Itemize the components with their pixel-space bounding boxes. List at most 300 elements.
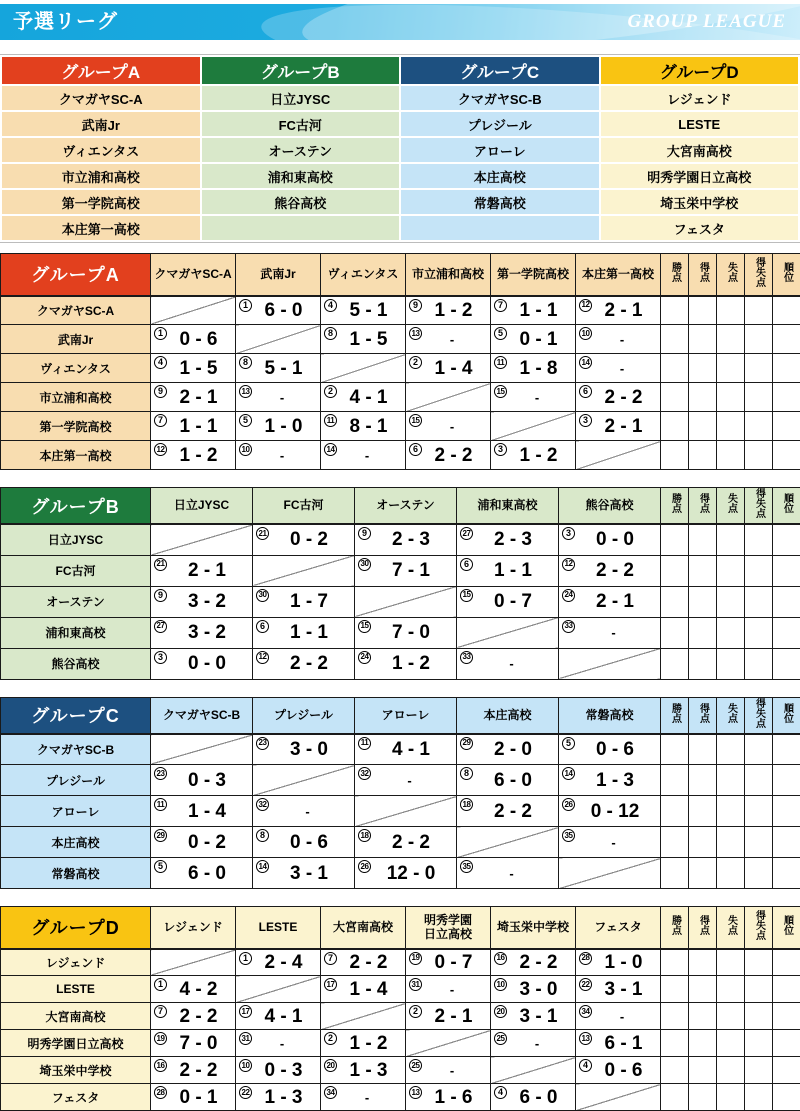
stats-header-label: 得失点: [754, 910, 764, 940]
score-text: -: [236, 449, 320, 462]
score-cell: [559, 827, 661, 858]
match-number-badge: 1: [154, 327, 167, 340]
league-table-A: [0, 253, 800, 470]
score-cell: [236, 412, 321, 441]
league-table-C: [0, 697, 800, 890]
score-text: 2 - 1: [151, 388, 235, 407]
stat-cell: [689, 648, 717, 679]
score-text: 4 - 1: [321, 388, 405, 407]
stat-cell: [661, 1003, 689, 1030]
match-number-badge: 16: [494, 952, 507, 965]
stat-cell: [717, 1057, 745, 1084]
score-cell: [236, 383, 321, 412]
score-text: 3 - 0: [253, 740, 354, 759]
match-number-badge: 6: [256, 620, 269, 633]
score-cell: [355, 827, 457, 858]
matrix-team-name: 大宮南高校: [1, 1003, 151, 1030]
matrix-team-name: FC古河: [1, 555, 151, 586]
matrix-team-name: 市立浦和高校: [1, 383, 151, 412]
score-cell: [457, 765, 559, 796]
score-text: 0 - 3: [151, 771, 252, 790]
match-number-badge: 12: [256, 651, 269, 664]
stats-header: [745, 488, 773, 525]
stats-header-label: 得点: [698, 262, 708, 282]
self-match-cell: [321, 354, 406, 383]
score-cell: [491, 1003, 576, 1030]
stats-header: [661, 907, 689, 949]
score-cell: [559, 734, 661, 765]
score-cell: [151, 648, 253, 679]
score-text: 1 - 3: [321, 1061, 405, 1080]
score-cell: [406, 949, 491, 976]
match-number-badge: 22: [239, 1086, 252, 1099]
score-text: 1 - 0: [236, 417, 320, 436]
self-match-cell: [457, 617, 559, 648]
score-text: 2 - 1: [151, 561, 252, 580]
score-cell: [151, 976, 236, 1003]
stat-cell: [689, 827, 717, 858]
stat-cell: [773, 827, 800, 858]
score-cell: [491, 976, 576, 1003]
matrix-row: [1, 325, 800, 354]
score-cell: [559, 617, 661, 648]
stat-cell: [773, 586, 800, 617]
group-label: グループB: [1, 488, 151, 525]
league-table-D: [0, 906, 800, 1111]
score-cell: [559, 796, 661, 827]
stat-cell: [689, 617, 717, 648]
matrix-team-name: 武南Jr: [1, 325, 151, 354]
matrix-team-name: 常磐高校: [1, 858, 151, 889]
overview-group-header: グループD: [601, 57, 799, 84]
stats-header-label: 順位: [782, 262, 792, 282]
score-cell: [253, 617, 355, 648]
stat-cell: [745, 441, 773, 470]
score-cell: [236, 1084, 321, 1111]
score-cell: [253, 827, 355, 858]
score-text: -: [491, 1037, 575, 1050]
match-number-badge: 20: [324, 1059, 337, 1072]
score-cell: [321, 412, 406, 441]
stat-cell: [773, 734, 800, 765]
matrix-team-name: 熊谷高校: [1, 648, 151, 679]
stat-cell: [745, 734, 773, 765]
overview-team-cell: 第一学院高校: [2, 190, 200, 214]
score-text: 2 - 2: [576, 388, 660, 407]
stat-cell: [717, 949, 745, 976]
matrix-row: [1, 555, 800, 586]
score-cell: [151, 617, 253, 648]
stat-cell: [661, 524, 689, 555]
match-number-badge: 15: [494, 385, 507, 398]
matrix-header-row: [1, 697, 800, 734]
overview-team-cell: ヴィエンタス: [2, 138, 200, 162]
match-number-badge: 5: [494, 327, 507, 340]
overview-team-cell: 大宮南高校: [601, 138, 799, 162]
score-cell: [236, 296, 321, 325]
group-label: グループD: [1, 907, 151, 949]
match-number-badge: 3: [154, 651, 167, 664]
score-cell: [151, 354, 236, 383]
self-match-cell: [576, 1084, 661, 1111]
matrix-row: [1, 383, 800, 412]
score-cell: [321, 1084, 406, 1111]
stat-cell: [773, 858, 800, 889]
score-cell: [491, 1084, 576, 1111]
matrix-row: [1, 1003, 800, 1030]
match-number-badge: 7: [494, 299, 507, 312]
score-text: 12 - 0: [355, 864, 456, 883]
score-text: 2 - 2: [321, 953, 405, 972]
score-cell: [559, 765, 661, 796]
score-text: 2 - 2: [151, 1007, 235, 1026]
overview-team-cell: プレジール: [401, 112, 599, 136]
match-number-badge: 11: [358, 737, 371, 750]
score-text: 0 - 7: [457, 592, 558, 611]
match-number-badge: 3: [579, 414, 592, 427]
match-number-badge: 21: [154, 558, 167, 571]
match-number-badge: 12: [562, 558, 575, 571]
stat-cell: [773, 648, 800, 679]
match-number-badge: 26: [358, 860, 371, 873]
score-text: 3 - 0: [491, 980, 575, 999]
matrix-team-name: 埼玉栄中学校: [1, 1057, 151, 1084]
matrix-team-name: LESTE: [1, 976, 151, 1003]
score-cell: [576, 976, 661, 1003]
score-text: 0 - 1: [491, 330, 575, 349]
stat-cell: [689, 1030, 717, 1057]
stat-cell: [689, 765, 717, 796]
match-number-badge: 21: [256, 527, 269, 540]
matrix-team-name: オーステン: [1, 586, 151, 617]
stats-header-label: 得点: [698, 703, 708, 723]
overview-team-cell: 浦和東高校: [202, 164, 400, 188]
score-cell: [151, 827, 253, 858]
stats-header: [773, 907, 800, 949]
match-number-badge: 8: [256, 829, 269, 842]
stat-cell: [745, 1084, 773, 1111]
stats-header: [717, 697, 745, 734]
stat-cell: [717, 765, 745, 796]
match-number-badge: 27: [460, 527, 473, 540]
matrix-team-name: クマガヤSC-A: [1, 296, 151, 325]
match-number-badge: 32: [256, 798, 269, 811]
score-text: 2 - 1: [559, 592, 660, 611]
score-cell: [576, 949, 661, 976]
matrix-team-header: 武南Jr: [236, 254, 321, 296]
matrix-team-header: 第一学院高校: [491, 254, 576, 296]
stats-header-label: 勝点: [670, 493, 680, 513]
score-cell: [559, 555, 661, 586]
matrix-row: [1, 858, 800, 889]
score-text: 5 - 1: [236, 359, 320, 378]
match-number-badge: 15: [358, 620, 371, 633]
stat-cell: [745, 383, 773, 412]
score-text: 8 - 1: [321, 417, 405, 436]
score-cell: [491, 441, 576, 470]
score-cell: [457, 586, 559, 617]
match-number-badge: 10: [579, 327, 592, 340]
score-text: 0 - 6: [151, 330, 235, 349]
self-match-cell: [236, 325, 321, 354]
score-cell: [321, 325, 406, 354]
matrix-team-header: 埼玉栄中学校: [491, 907, 576, 949]
score-text: 0 - 2: [151, 833, 252, 852]
stat-cell: [689, 949, 717, 976]
score-text: 4 - 1: [355, 740, 456, 759]
self-match-cell: [576, 441, 661, 470]
score-cell: [406, 354, 491, 383]
stat-cell: [773, 354, 800, 383]
stat-cell: [717, 796, 745, 827]
stat-cell: [661, 765, 689, 796]
stat-cell: [661, 827, 689, 858]
match-number-badge: 33: [460, 651, 473, 664]
score-text: 1 - 1: [491, 301, 575, 320]
stat-cell: [717, 858, 745, 889]
stat-cell: [773, 949, 800, 976]
score-text: 2 - 3: [457, 530, 558, 549]
stat-cell: [661, 325, 689, 354]
self-match-cell: [151, 734, 253, 765]
matrix-row: [1, 586, 800, 617]
stats-header: [689, 488, 717, 525]
matrix-team-header: ヴィエンタス: [321, 254, 406, 296]
match-number-badge: 24: [562, 589, 575, 602]
score-cell: [151, 1084, 236, 1111]
match-number-badge: 32: [358, 767, 371, 780]
score-text: -: [236, 391, 320, 404]
match-number-badge: 25: [494, 1032, 507, 1045]
score-text: -: [321, 449, 405, 462]
score-cell: [559, 586, 661, 617]
score-text: 6 - 1: [576, 1034, 660, 1053]
score-text: 1 - 1: [151, 417, 235, 436]
match-number-badge: 4: [154, 356, 167, 369]
self-match-cell: [406, 1030, 491, 1057]
score-cell: [576, 412, 661, 441]
overview-team-cell: フェスタ: [601, 216, 799, 240]
stats-header-label: 失点: [726, 703, 736, 723]
match-number-badge: 9: [154, 385, 167, 398]
stat-cell: [661, 796, 689, 827]
matrix-team-header: 明秀学園 日立高校: [406, 907, 491, 949]
self-match-cell: [151, 524, 253, 555]
match-number-badge: 4: [579, 1059, 592, 1072]
matrix-team-name: 日立JYSC: [1, 524, 151, 555]
match-number-badge: 27: [154, 620, 167, 633]
score-cell: [406, 1084, 491, 1111]
self-match-cell: [559, 648, 661, 679]
self-match-cell: [151, 949, 236, 976]
score-cell: [236, 354, 321, 383]
score-text: -: [559, 626, 660, 639]
stats-header: [661, 254, 689, 296]
match-number-badge: 2: [324, 385, 337, 398]
matrix-team-name: 本庄高校: [1, 827, 151, 858]
match-number-badge: 33: [562, 620, 575, 633]
score-cell: [457, 648, 559, 679]
score-cell: [253, 734, 355, 765]
matrix-row: [1, 1057, 800, 1084]
matrix-row: [1, 648, 800, 679]
overview-team-cell: [202, 216, 400, 240]
matrix-row: [1, 296, 800, 325]
score-cell: [406, 296, 491, 325]
match-number-badge: 28: [579, 952, 592, 965]
match-number-badge: 12: [579, 299, 592, 312]
stats-header: [689, 907, 717, 949]
matrix-team-name: プレジール: [1, 765, 151, 796]
match-number-badge: 29: [154, 829, 167, 842]
overview-team-cell: 日立JYSC: [202, 86, 400, 110]
score-cell: [253, 586, 355, 617]
score-text: 6 - 0: [236, 301, 320, 320]
stats-header-label: 失点: [726, 915, 736, 935]
overview-header-row: [2, 57, 798, 84]
stat-cell: [745, 412, 773, 441]
matrix-row: [1, 412, 800, 441]
score-cell: [321, 296, 406, 325]
stats-header-label: 得失点: [754, 257, 764, 287]
stat-cell: [717, 586, 745, 617]
match-number-badge: 2: [324, 1032, 337, 1045]
matrix-team-header: FC古河: [253, 488, 355, 525]
overview-team-cell: オーステン: [202, 138, 400, 162]
match-number-badge: 17: [239, 1005, 252, 1018]
overview-team-cell: 明秀学園日立高校: [601, 164, 799, 188]
stat-cell: [745, 524, 773, 555]
stat-cell: [661, 858, 689, 889]
matrix-team-header: 熊谷高校: [559, 488, 661, 525]
score-text: 0 - 7: [406, 953, 490, 972]
matrix-team-name: 第一学院高校: [1, 412, 151, 441]
score-text: 1 - 2: [355, 654, 456, 673]
stats-header-label: 失点: [726, 262, 736, 282]
stat-cell: [661, 1030, 689, 1057]
stat-cell: [661, 949, 689, 976]
overview-team-cell: LESTE: [601, 112, 799, 136]
stat-cell: [773, 383, 800, 412]
matrix-team-header: クマガヤSC-B: [151, 697, 253, 734]
matrix-row: [1, 1084, 800, 1111]
match-number-badge: 10: [494, 978, 507, 991]
stat-cell: [773, 441, 800, 470]
score-text: 1 - 1: [253, 623, 354, 642]
overview-team-cell: レジェンド: [601, 86, 799, 110]
score-text: 2 - 0: [457, 740, 558, 759]
stat-cell: [717, 441, 745, 470]
match-number-badge: 34: [579, 1005, 592, 1018]
score-cell: [355, 617, 457, 648]
score-text: 4 - 2: [151, 980, 235, 999]
match-number-badge: 14: [324, 443, 337, 456]
stats-header: [773, 254, 800, 296]
match-number-badge: 34: [324, 1086, 337, 1099]
score-cell: [406, 441, 491, 470]
stat-cell: [717, 524, 745, 555]
stat-cell: [717, 555, 745, 586]
match-number-badge: 13: [409, 327, 422, 340]
matrix-team-header: 常磐高校: [559, 697, 661, 734]
stats-header-label: 勝点: [670, 703, 680, 723]
score-text: 1 - 2: [151, 446, 235, 465]
score-text: 2 - 1: [576, 417, 660, 436]
stats-header-label: 順位: [782, 703, 792, 723]
score-cell: [406, 1003, 491, 1030]
stats-header-label: 得失点: [754, 488, 764, 518]
stat-cell: [773, 1084, 800, 1111]
stat-cell: [689, 734, 717, 765]
stat-cell: [661, 586, 689, 617]
matrix-team-header: 本庄高校: [457, 697, 559, 734]
score-cell: [457, 796, 559, 827]
matrix-team-header: 浦和東高校: [457, 488, 559, 525]
matrix-row: [1, 976, 800, 1003]
match-number-badge: 13: [409, 1086, 422, 1099]
score-text: 0 - 2: [253, 530, 354, 549]
match-number-badge: 19: [154, 1032, 167, 1045]
stat-cell: [773, 617, 800, 648]
overview-team-cell: [401, 216, 599, 240]
score-cell: [491, 325, 576, 354]
overview-row: [2, 164, 798, 188]
match-number-badge: 2: [409, 356, 422, 369]
match-number-badge: 19: [409, 952, 422, 965]
score-cell: [321, 1030, 406, 1057]
stat-cell: [717, 648, 745, 679]
overview-group-header: グループA: [2, 57, 200, 84]
score-text: 3 - 1: [253, 864, 354, 883]
stats-header: [661, 697, 689, 734]
match-number-badge: 14: [256, 860, 269, 873]
score-cell: [236, 1003, 321, 1030]
stat-cell: [773, 524, 800, 555]
overview-team-cell: 市立浦和高校: [2, 164, 200, 188]
score-text: 3 - 1: [576, 980, 660, 999]
score-cell: [321, 949, 406, 976]
match-number-badge: 30: [358, 558, 371, 571]
matrix-team-header: 市立浦和高校: [406, 254, 491, 296]
stat-cell: [745, 796, 773, 827]
matrix-row: [1, 949, 800, 976]
stat-cell: [745, 949, 773, 976]
match-number-badge: 35: [460, 860, 473, 873]
score-text: 2 - 3: [355, 530, 456, 549]
score-text: 0 - 1: [151, 1088, 235, 1107]
stat-cell: [717, 383, 745, 412]
score-text: -: [406, 983, 490, 996]
score-cell: [406, 1057, 491, 1084]
stats-header: [745, 254, 773, 296]
score-text: 6 - 0: [151, 864, 252, 883]
score-cell: [576, 1003, 661, 1030]
stats-header: [717, 907, 745, 949]
stat-cell: [745, 555, 773, 586]
score-cell: [576, 354, 661, 383]
score-text: 1 - 0: [576, 953, 660, 972]
match-number-badge: 7: [154, 414, 167, 427]
match-number-badge: 6: [409, 443, 422, 456]
score-cell: [321, 441, 406, 470]
stat-cell: [689, 383, 717, 412]
stat-cell: [689, 296, 717, 325]
stat-cell: [689, 796, 717, 827]
score-cell: [491, 1030, 576, 1057]
matrix-team-name: クマガヤSC-B: [1, 734, 151, 765]
matrix-header-row: [1, 907, 800, 949]
overview-team-cell: 本庄高校: [401, 164, 599, 188]
